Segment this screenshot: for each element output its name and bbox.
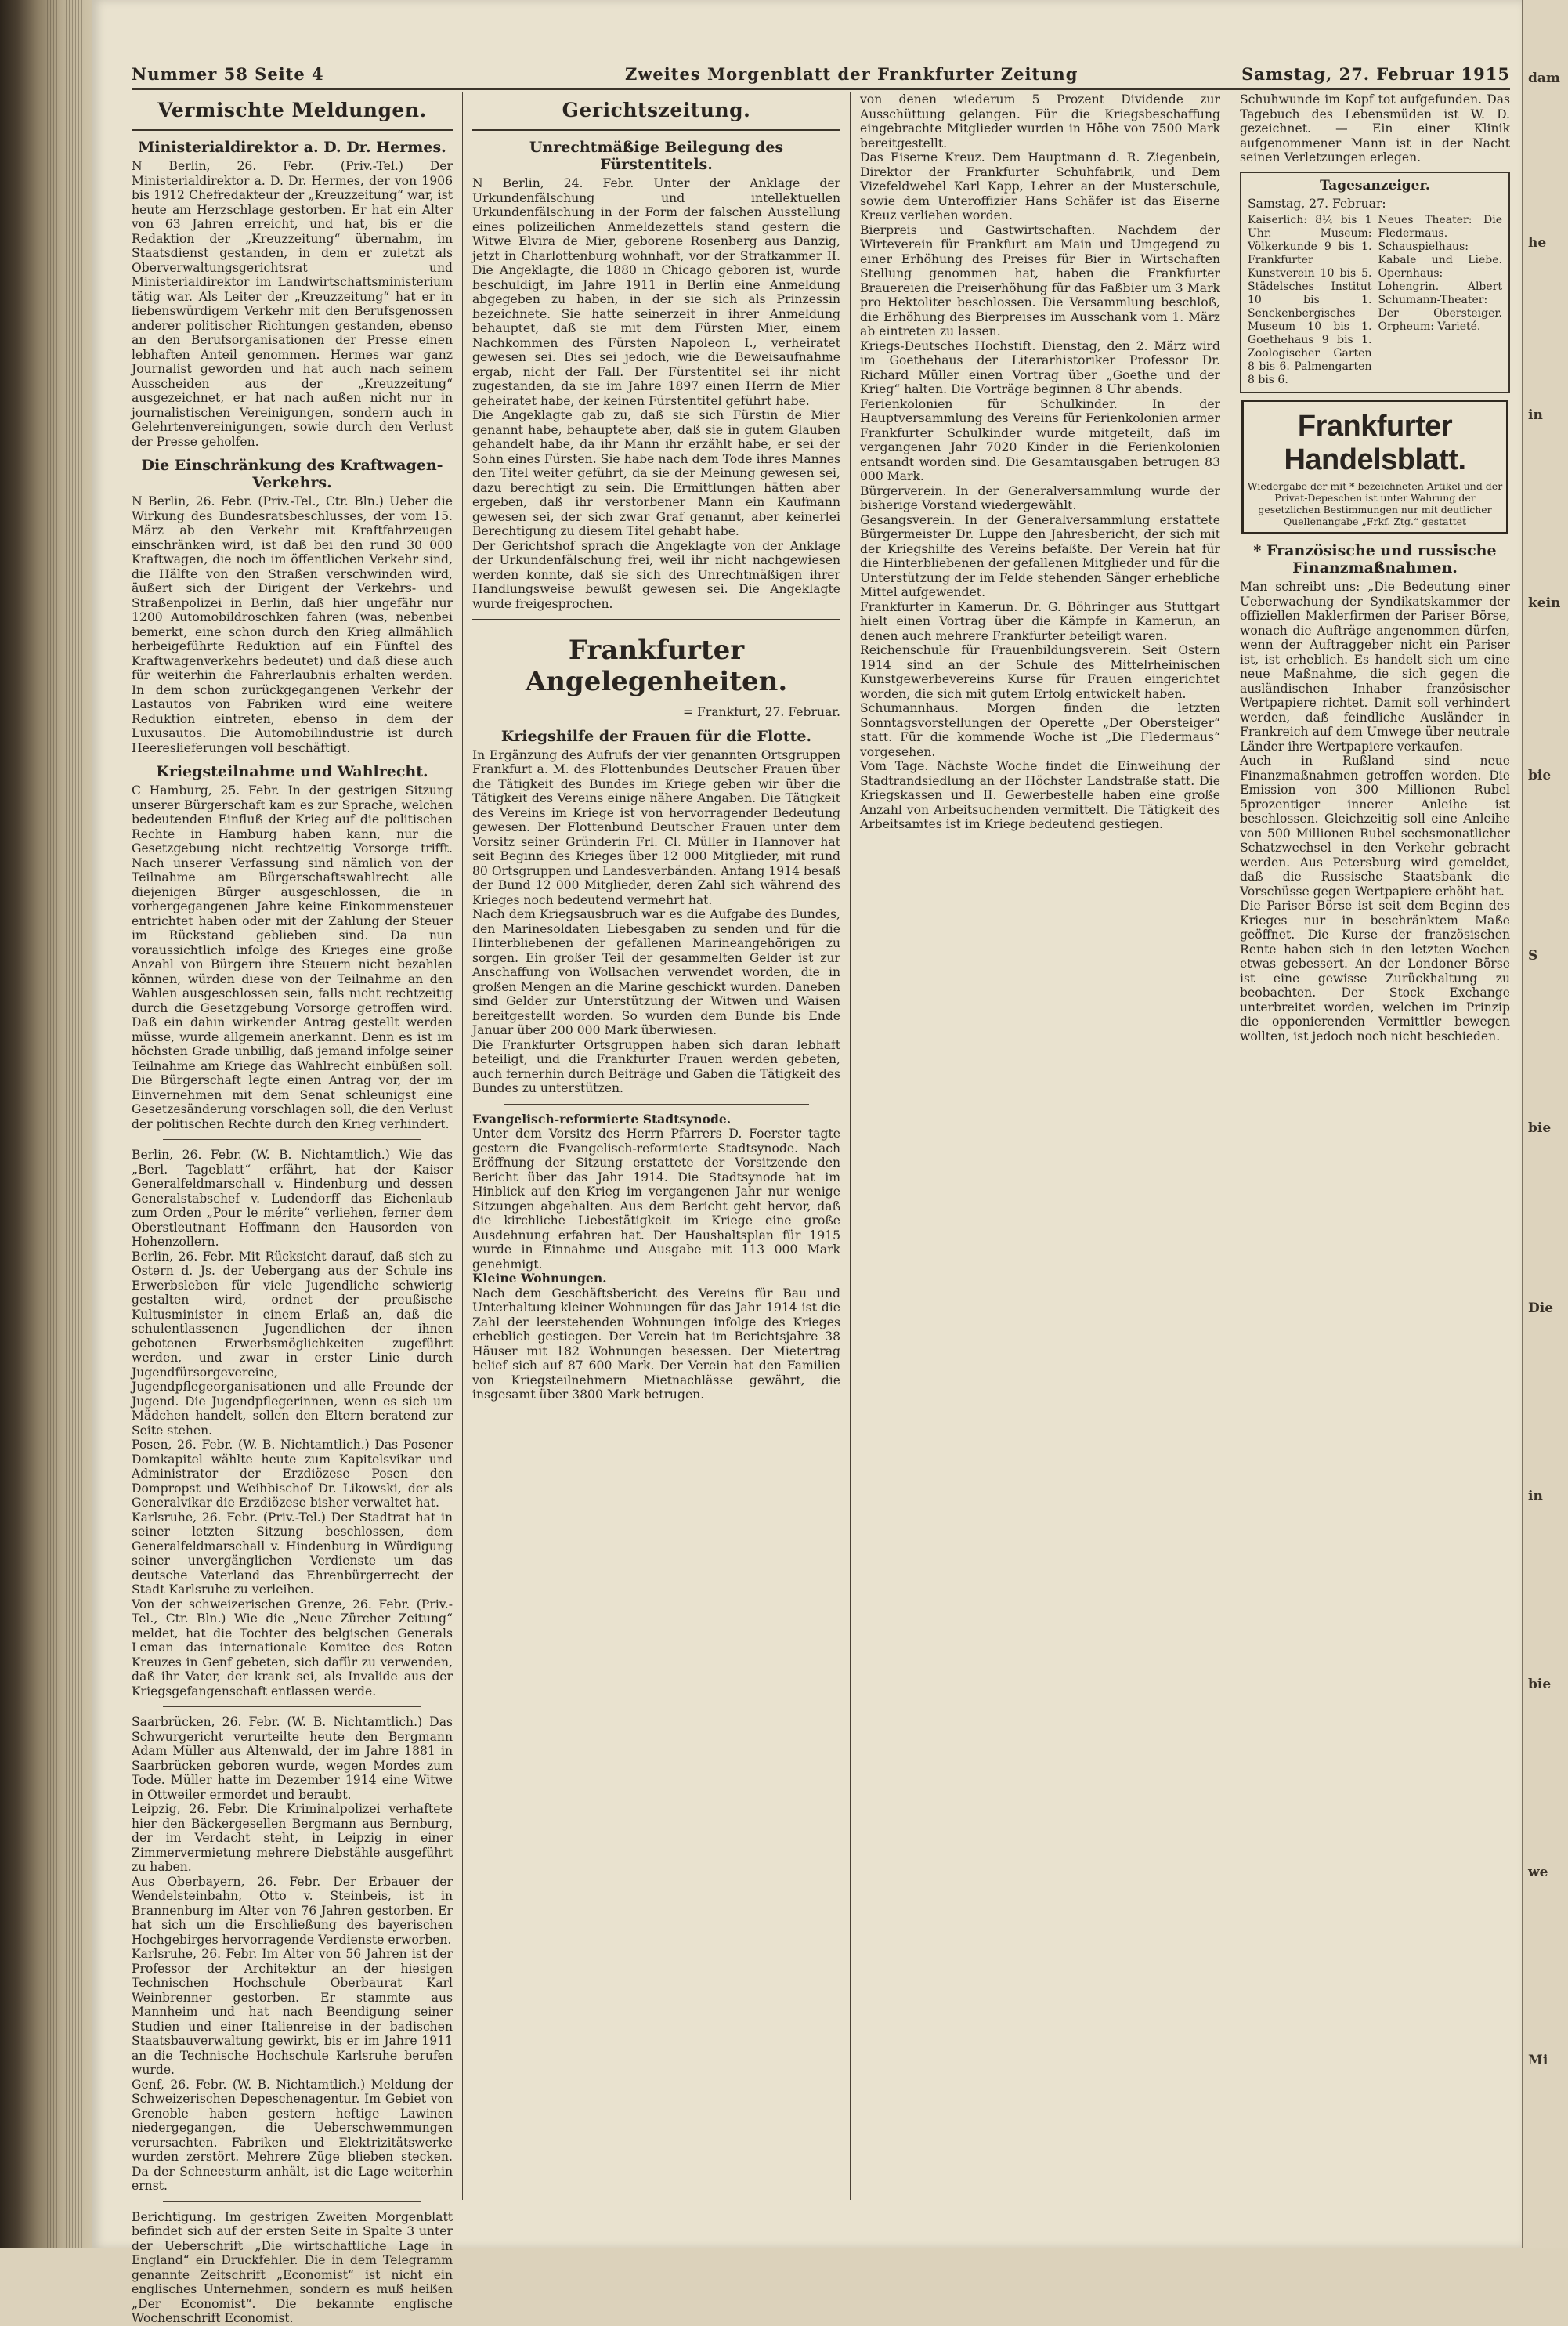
article-body: In Ergänzung des Aufrufs der vier genannten Ortsgruppen Frankfurt a. M. des Flottenbundes Deutscher Frauen über die Tätigkeit des Bundes im Kriege geben wir über die Tätigkeit des Vereins einige nähere Angaben. Die Tätigkeit des Vereins im Kriege ist von hervorragender Bedeutung gewesen. Der Flottenbund Deutscher Frauen unter dem Vorsitz seiner Gründerin Frl. Cl. Müller in Hannover hat seit Beginn des Krieges über 12 000 Mitglieder, mit rund 80 Ortsgruppen und Landesverbänden. Anfang 1914 besaß der Bund 12 000 Mitglieder, deren Zahl sich während des Krieges noch bedeutend vermehrt hat.	[472, 747, 840, 907]
news-item: Leipzig, 26. Febr. Die Kriminalpolizei verhaftete hier den Bäckergesellen Bergmann aus Bernburg, der im Verdacht steht, in Leipzig in einer Zimmervermietung mehrere Diebstähle ausgeführt zu haben.	[132, 1802, 453, 1874]
article-body: Nach dem Kriegsausbruch war es die Aufgabe des Bundes, den Marinesoldaten Liebesgaben zu senden und für die Hinterbliebenen der gefallenen Marineangehörigen zu sorgen. Ein großer Teil der gesammelten Gelder ist zur Anschaffung von Wollsachen verwendet worden, die in großen Mengen an die Marine geschickt wurden. Daneben sind Gelder zur Unterstützung der Witwen und Waisen bereitgestellt worden. So wurden dem Bunde bis Ende Januar über 200 000 Mark überwiesen.	[472, 907, 840, 1037]
divider	[163, 2201, 421, 2202]
article-body: Die Angeklagte gab zu, daß sie sich Fürstin de Mier genannt habe, behauptete aber, daß sie in gutem Glauben gehandelt habe, da ihr Mann ihr erzählt habe, er sei der Sohn eines Fürsten. Sie habe nach dem Tode ihres Mannes den Titel weiter geführt, da sie der Meinung gewesen sei, dazu berechtigt zu sein. Die Ermittlungen hätten aber ergeben, daß ihr verstorbener Mann ein Kaufmann gewesen sei, der sich zwar Graf genannt, aber keinerlei Berechtigung zu diesem Titel gehabt habe.	[472, 408, 840, 538]
adjacent-page-fragment: bie	[1528, 1677, 1552, 1692]
divider	[472, 619, 840, 620]
article-body: N Berlin, 26. Febr. (Priv.-Tel., Ctr. Bln.) Ueber die Wirkung des Bundesratsbeschlusses, der vom 15. März ab den Verkehr mit Kraftfahrzeugen einschränken wird, ist daß bei den rund 30 000 Kraftwagen, die noch im öffentlichen Verkehr sind, die Hälfte von den Straßen verschwinden wird, äußert sich der Dirigent der Verkehrs- und Straßenpolizei in Berlin, daß hier ungefähr nur 1200 Automobildroschken fahren (was, nebenbei bemerkt, eine schon durch den Krieg allmählich herbeigeführte Reduktion auf ein Fünftel des Kraftwagenverkehrs bedeutet) und daß diese auch für weiterhin die Fahrerlaubnis erhalten werden. In dem schon zurückgegangenen Verkehr der Lastautos von Fabriken wird eine weitere Reduktion eintreten, ebenso in dem der Luxusautos. Die Automobilindustrie ist durch Heereslieferungen voll beschäftigt.	[132, 494, 453, 755]
issue-date: Samstag, 27. Februar 1915	[1241, 64, 1510, 84]
article-body: Auch in Rußland sind neue Finanzmaßnahmen getroffen worden. Die Emission von 300 Millionen Rubel 5prozentiger innerer Anleihe ist beschlossen. Gleichzeitig soll eine Anleihe von 500 Millionen Rubel sechsmonatlicher Schatzwechsel in den Verkehr gebracht werden. Aus Petersburg wird gemeldet, daß die Russische Staatsbank die Vorschüsse gegen Wertpapiere erhöht hat.	[1240, 754, 1510, 899]
article-body	[472, 1112, 840, 1127]
newspaper-page	[92, 0, 1522, 2325]
commerce-section-title: Frankfurter Handelsblatt.	[1284, 410, 1466, 476]
news-item: Schumannhaus. Morgen finden die letzten Sonntagsvorstellungen der Operette „Der Obersteiger“ statt. Für die kommende Woche ist „Die Fledermaus“ vorgesehen.	[860, 701, 1220, 759]
news-item: Bürgerverein. In der Generalversammlung wurde der bisherige Vorstand wiedergewählt.	[860, 483, 1220, 512]
article-title: * Französische und russische Finanzmaßnahmen.	[1253, 542, 1497, 577]
article-body	[472, 1272, 840, 1286]
news-item: Genf, 26. Febr. (W. B. Nichtamtlich.) Meldung der Schweizerischen Depeschenagentur. Im Gebiet von Grenoble haben gestern heftige Lawinen niedergegangen, die Ueberschwemmungen verursachten. Fabriken und Elektrizitätswerke wurden zerstört. Mehrere Züge blieben stecken. Da der Schneesturm anhält, ist die Lage weiterhin ernst.	[132, 2077, 453, 2193]
section-headline: Gerichtszeitung.	[562, 99, 751, 121]
item-lead: Evangelisch-reformierte Stadtsynode.	[472, 1111, 732, 1127]
adjacent-page-fragment: he	[1528, 235, 1547, 251]
article-body: Die Pariser Börse ist seit dem Beginn des Krieges nur in beschränktem Maße geöffnet. Die Kurse der französischen Rente haben sich in den letzten Wochen etwas gebessert. An der Londoner Börse ist eine gewisse Zurückhaltung zu beobachten. Der Stock Exchange unterbreitet worden, welchen im Prinzip die opponierenden Vermittler bewegen wollten, ist jedoch noch nicht beschieden.	[1240, 899, 1510, 1044]
article-body: C Hamburg, 25. Febr. In der gestrigen Sitzung unserer Bürgerschaft kam es zur Sprache, welchen bedeutenden Einfluß der Krieg auf die politischen Rechte in Hamburg haben kann, nur die Gesetzgebung nicht rechtzeitig Vorsorge trifft. Nach unserer Verfassung sind nämlich von der Teilnahme am Bürgerschaftswahlrecht alle diejenigen Bürger ausgeschlossen, die in vorhergegangenen Jahre keine Einkommensteuer entrichtet haben oder mit der Zahlung der Steuer im Rückstand geblieben sind. Da nun voraussichtlich infolge des Krieges eine große Anzahl von Bürgern ihre Steuern nicht bezahlen können, würden diese von der Teilnahme an den Wahlen ausgeschlossen sein, falls nicht rechtzeitig durch die Gesetzgebung Vorsorge getroffen wird. Daß ein dahin wirkender Antrag gestellt werden müsse, wurde allgemein anerkannt. Denn es ist im höchsten Grade unbillig, daß jemand infolge seiner Teilnahme am Kriege das Wahlrecht einbüßen soll. Die Bürgerschaft legte einen Antrag vor, der im Einvernehmen mit dem Senat schleunigst eine Gesetzesänderung vorschlagen soll, die den Verlust der politischen Rechte durch den Krieg verhindert.	[132, 783, 453, 1131]
box-theaters: Neues Theater: Die Fledermaus. Schauspielhaus: Kabale und Liebe. Opernhaus: Lohengrin. Albert Schumann-Theater: Der Obersteiger. Orpheum: Varieté.	[1378, 214, 1502, 333]
divider	[132, 129, 453, 131]
adjacent-page-fragment: bie	[1528, 768, 1552, 783]
news-item: Vom Tage. Nächste Woche findet die Einweihung der Stadtrandsiedlung an der Höchster Landstraße statt. Die Kriegskassen und II. Gewerbestelle haben eine große Anzahl von Arbeitsuchenden vermittelt. Die Tätigkeit des Arbeitsamtes ist im Kriege bedeutend gestiegen.	[860, 759, 1220, 831]
box-museums: Kaiserlich: 8¼ bis 1 Uhr. Museum: Völkerkunde 9 bis 1. Frankfurter Kunstverein 10 bis 5. Städelsches Institut 10 bis 1. Senckenbergisches Museum 10 bis 1. Goethehaus 9 bis 1. Zoologischer Garten 8 bis 6. Palmengarten 8 bis 6.	[1248, 214, 1372, 386]
column-rule	[850, 92, 851, 2200]
news-item: Berlin, 26. Febr. (W. B. Nichtamtlich.) Wie das „Berl. Tageblatt“ erfährt, hat der Kaiser Generalfeldmarschall v. Hindenburg und dessen Generalstabschef v. Ludendorff das Eichenlaub zum Orden „Pour le mérite“ verliehen, ferner dem Oberstleutnant Hoffmann den Hausorden von Hohenzollern.	[132, 1148, 453, 1249]
box-date: Samstag, 27. Februar:	[1248, 196, 1386, 211]
news-item: Bierpreis und Gastwirtschaften. Nachdem der Wirteverein für Frankfurt am Main und Umgegend zu einer Erhöhung des Preises für Bier in Wirtschaften Stellung genommen hat, haben die Frankfurter Brauereien die Preiserhöhung für das Faßbier um 3 Mark pro Hektoliter beschlossen. Die Versammlung beschloß, die Erhöhung des Bierpreises im Ausschank vom 1. März ab eintreten zu lassen.	[860, 222, 1220, 338]
news-item: Schuhwunde im Kopf tot aufgefunden. Das Tagebuch des Lebensmüden ist W. D. gezeichnet. — Ein einer Klinik aufgenommener Mann ist in der Nacht seinen Verletzungen erlegen.	[1240, 92, 1510, 165]
column-miscellaneous	[132, 92, 453, 2325]
article-body: Die Frankfurter Ortsgruppen haben sich daran lebhaft beteiligt, und die Frankfurter Frauen werden gebeten, auch fernerhin durch Beiträge und Gaben die Tätigkeit des Bundes zu unterstützen.	[472, 1037, 840, 1095]
adjacent-page-edge	[1522, 0, 1568, 2248]
adjacent-page-fragment: we	[1528, 1865, 1548, 1880]
page-number: Nummer 58 Seite 4	[132, 64, 324, 84]
adjacent-page-fragment: S	[1528, 948, 1538, 964]
adjacent-page-fragment: Mi	[1528, 2053, 1548, 2068]
article-body: Nach dem Geschäftsbericht des Vereins für Bau und Unterhaltung kleiner Wohnungen für das Jahr 1914 ist die Zahl der leerstehenden Wohnungen infolge des Krieges erheblich gestiegen. Der Verein hat im Berichtsjahre 38 Häuser mit 182 Wohnungen besessen. Der Mietertrag belief sich auf 87 600 Mark. Der Verein hat den Familien von Kriegsteilnehmern Mietnachlässe gewährt, die insgesamt über 3800 Mark betrugen.	[472, 1286, 840, 1402]
page-header	[132, 61, 1510, 90]
divider	[504, 1104, 809, 1105]
article-title: Kriegsteilnahme und Wahlrecht.	[156, 763, 428, 780]
reprint-notice: Wiedergabe der mit * bezeichneten Artikel und der Privat-Depeschen ist unter Wahrung der gesetzlichen Bestimmungen nur mit deutlicher Quellenangabe „Frkf. Ztg.“ gestattet	[1247, 480, 1503, 527]
news-item: Frankfurter in Kamerun. Dr. G. Böhringer aus Stuttgart hielt einen Vortrag über die Kämpfe in Kamerun, an denen auch mehrere Frankfurter beteiligt waren.	[860, 599, 1220, 643]
box-title: Tagesanzeiger.	[1320, 177, 1430, 194]
newspaper-edition-title: Zweites Morgenblatt der Frankfurter Zeitung	[625, 64, 1078, 84]
article-title: Ministerialdirektor a. D. Dr. Hermes.	[138, 139, 446, 156]
section-headline-local: Frankfurter Angelegenheiten.	[525, 635, 788, 697]
divider	[163, 1139, 421, 1140]
news-item: von denen wiederum 5 Prozent Dividende zur Ausschüttung gelangen. Für die Kriegsbeschaffung eingebrachte Mitglieder wurden in Höhe von 7500 Mark bereitgestellt.	[860, 92, 1220, 150]
news-item: Aus Oberbayern, 26. Febr. Der Erbauer der Wendelsteinbahn, Otto v. Steinbeis, ist in Brannenburg im Alter von 76 Jahren gestorben. Er hat sich um die Erschließung des bayerischen Hochgebirges hervorragende Verdienste erworben.	[132, 1874, 453, 1947]
adjacent-page-fragment: Die	[1528, 1300, 1554, 1316]
article-body: N Berlin, 26. Febr. (Priv.-Tel.) Der Ministerialdirektor a. D. Dr. Hermes, der von 1906 bis 1912 Chefredakteur der „Kreuzzeitung“ war, ist heute am Herzschlage gestorben. Er hat ein Alter von 63 Jahren erreicht, und hat, bis er die Redaktion der „Kreuzzeitung“ übernahm, im Staatsdienst gestanden, in dem er zuletzt als Oberverwaltungsgerichtsrat und Ministerialdirektor im Landwirtschaftsministerium tätig war. Als Leiter der „Kreuzzeitung“ hat er in liebenswürdigem Verkehr mit den Berufsgenossen anderer politischer Richtungen gestanden, ebenso an den Berufsorganisationen der Presse einen lebhaften Anteil genommen. Hermes war ganz Journalist geworden und hat auch nach seinem Ausscheiden aus der „Kreuzzeitung“ ausgezeichnet, er hat nach außen nicht nur in journalistischen Vereinigungen, sondern auch in Gelehrtenvereinigungen, sowie durch den Verlust der Presse geholfen.	[132, 159, 453, 449]
news-item: Reichenschule für Frauenbildungsverein. Seit Ostern 1914 sind an der Schule des Mittelrheinischen Kunstgewerbevereins Kurse für Frauen eingerichtet worden, die sich mit gutem Erfolg entwickelt haben.	[860, 643, 1220, 701]
news-item: Das Eiserne Kreuz. Dem Hauptmann d. R. Ziegenbein, Direktor der Frankfurter Schuhfabrik, und Dem Vizefeldwebel Karl Kapp, Lehrer an der Musterschule, sowie dem Unteroffizier Hans Schäfer ist das Eiserne Kreuz verliehen worden.	[860, 150, 1220, 222]
news-item: Saarbrücken, 26. Febr. (W. B. Nichtamtlich.) Das Schwurgericht verurteilte heute den Bergmann Adam Müller aus Altenwald, der im Jahre 1881 in Saarbrücken geboren wurde, wegen Mordes zum Tode. Müller hatte im Dezember 1914 eine Witwe in Ottweiler ermordet und beraubt.	[132, 1715, 453, 1802]
box-columns	[1248, 214, 1502, 387]
news-item: Kriegs-Deutsches Hochstift. Dienstag, den 2. März wird im Goethehaus der Literarhistoriker Professor Dr. Richard Müller einen Vortrag über „Goethe und der Krieg“ halten. Die Vorträge beginnen 8 Uhr abends.	[860, 338, 1220, 396]
article-title: Die Einschränkung des Kraftwagen-Verkehrs.	[141, 457, 443, 491]
correction-notice: Berichtigung. Im gestrigen Zweiten Morgenblatt befindet sich auf der ersten Seite in Spalte 3 unter der Ueberschrift „Die wirtschaftliche Lage in England“ ein Druckfehler. Die in dem Telegramm genannte Zeitschrift „Economist“ ist nicht ein englisches Unternehmen, sondern es muß heißen „Der Economist“. Die bekannte englische Wochenschrift Economist.	[132, 2209, 453, 2325]
adjacent-page-fragment: in	[1528, 407, 1543, 423]
news-item: Posen, 26. Febr. (W. B. Nichtamtlich.) Das Posener Domkapitel wählte heute zum Kapitelsvikar und Administrator der Erzdiözese Posen den Dompropst und Weihbischof Dr. Likowski, der als Generalvikar die Erzdiözese bisher verwaltet hat.	[132, 1438, 453, 1510]
adjacent-page-fragment: dam	[1528, 71, 1560, 86]
column-local-news	[860, 92, 1220, 2208]
section-headline: Vermischte Meldungen.	[157, 99, 427, 121]
adjacent-page-fragment: kein	[1528, 595, 1561, 611]
item-lead: Kleine Wohnungen.	[472, 1271, 607, 1286]
adjacent-page-fragment: in	[1528, 1489, 1543, 1504]
column-rule	[462, 92, 463, 2200]
article-body: Unter dem Vorsitz des Herrn Pfarrers D. Foerster tagte gestern die Evangelisch-reformierte Stadtsynode. Nach Eröffnung der Sitzung erstattete der Vorsitzende den Bericht über das Jahr 1914. Die Stadtsynode hat im Hinblick auf den Krieg im vergangenen Jahr nur wenige Sitzungen abgehalten. Aus dem Bericht geht hervor, daß die kirchliche Liebestätigkeit im Kriege eine große Ausdehnung erfahren hat. Der Haushaltsplan für 1915 wurde in Einnahme und Ausgabe mit 113 000 Mark genehmigt.	[472, 1127, 840, 1272]
news-item: Ferienkolonien für Schulkinder. In der Hauptversammlung des Vereins für Ferienkolonien armer Frankfurter Schulkinder wurde mitgeteilt, daß im vergangenen Jahr 7020 Kinder in die Ferienkolonien entsandt worden sind. Die Gesamtausgaben betrugen 83 000 Mark.	[860, 396, 1220, 483]
news-item: Karlsruhe, 26. Febr. (Priv.-Tel.) Der Stadtrat hat in seiner letzten Sitzung beschlossen, dem Generalfeldmarschall v. Hindenburg in Würdigung seiner unvergänglichen Verdienste um das deutsche Vaterland das Ehrenbürgerrecht der Stadt Karlsruhe zu verleihen.	[132, 1510, 453, 1597]
article-title: Unrechtmäßige Beilegung des Fürstentitels.	[529, 139, 784, 173]
news-item: Karlsruhe, 26. Febr. Im Alter von 56 Jahren ist der Professor der Architektur an der hiesigen Technischen Hochschule Oberbaurat Karl Weinbrenner gestorben. Er stammte aus Mannheim und hat nach Beendigung seiner Studien und einer Italienreise in der badischen Staatsbauverwaltung gewirkt, bis er im Jahre 1911 an die Technische Hochschule Karlsruhe berufen wurde.	[132, 1947, 453, 2077]
book-binding-left	[0, 0, 92, 2248]
news-item: Berlin, 26. Febr. Mit Rücksicht darauf, daß sich zu Ostern d. Js. der Uebergang aus der Schule ins Erwerbsleben für viele Jugendliche schwierig gestalten wird, ordnet der preußische Kultusminister in einem Erlaß an, daß die schulentlassenen Jugendlichen der ihnen gebotenen Erwerbsmöglichkeiten zugeführt werden, und zwar in erster Linie durch Jugendfürsorgevereine, Jugendpflegeorganisationen und alle Freunde der Jugend. Die Jugendpflegerinnen, wenn es sich um Mädchen handelt, sollen den Eltern beratend zur Seite stehen.	[132, 1249, 453, 1438]
adjacent-page-fragment: bie	[1528, 1120, 1552, 1136]
article-body: Der Gerichtshof sprach die Angeklagte von der Anklage der Urkundenfälschung frei, weil ihr nicht nachgewiesen werden konnte, daß sie sich des Unrechtmäßigen ihrer Handlungsweise bewußt gewesen sei. Die Angeklagte wurde freigesprochen.	[472, 538, 840, 611]
article-body: N Berlin, 24. Febr. Unter der Anklage der Urkundenfälschung und intellektuellen Urkundenfälschung in der Form der falschen Ausstellung eines polizeilichen Anmeldezettels stand gestern die Witwe Elvira de Mier, geborene Rosenberg aus Danzig, jetzt in Charlottenburg wohnhaft, vor der Strafkammer II. Die Angeklagte, die 1880 in Chicago geboren ist, wurde beschuldigt, im Jahre 1911 in Berlin eine Anmeldung abgegeben zu haben, in der sie sich als Prinzessin bezeichnete. Sie hatte seinerzeit in ihrer Anmeldung behauptet, daß sie mit dem Fürsten Mier, einem Nachkommen des Fürsten Napoleon I., verheiratet gewesen sei. Dies sei jedoch, wie die Beweisaufnahme ergab, nicht der Fall. Der Fürstentitel sei ihr nicht zugestanden, da sie im Jahre 1897 einen Herrn de Mier geheiratet habe, der keinen Fürstentitel geführt habe.	[472, 176, 840, 408]
binding-page-edges	[47, 0, 86, 2248]
daily-listings-box	[1240, 172, 1510, 394]
dateline: = Frankfurt, 27. Februar.	[683, 705, 840, 719]
news-item: Von der schweizerischen Grenze, 26. Febr. (Priv.-Tel., Ctr. Bln.) Wie die „Neue Zürcher Zeitung“ meldet, hat die Tochter des belgischen Generals Leman das internationale Komitee des Roten Kreuzes in Genf gebeten, sich dafür zu verwenden, daß ihr Vater, der krank sei, als Invalide aus der Kriegsgefangenschaft entlassen werde.	[132, 1597, 453, 1698]
commerce-section-banner	[1241, 400, 1508, 534]
article-title: Kriegshilfe der Frauen für die Flotte.	[500, 727, 812, 745]
news-item: Gesangsverein. In der Generalversammlung erstattete Bürgermeister Dr. Luppe den Jahresbericht, der sich mit der Kriegshilfe des Vereins befaßte. Der Verein hat für die Hinterbliebenen der gefallenen Mitglieder und für die Unterstützung der im Felde stehenden Sänger erhebliche Mittel aufgewendet.	[860, 512, 1220, 599]
column-court-and-local	[472, 92, 840, 2208]
divider	[472, 129, 840, 131]
column-commerce	[1240, 92, 1510, 2208]
article-body: Man schreibt uns: „Die Bedeutung einer Ueberwachung der Syndikatskammer der offiziellen Maklerfirmen der Pariser Börse, wonach die Aufträge angenommen dürfen, wenn der Auftraggeber nicht ein Pariser ist, ist erheblich. Es handelt sich um eine neue Maßnahme, die sich gegen die ausländischen Inhaber französischer Wertpapiere richtet. Damit soll verhindert werden, daß feindliche Ausländer in Frankreich auf dem Umwege über neutrale Länder ihre Wertpapiere verkaufen.	[1240, 580, 1510, 754]
divider	[163, 1706, 421, 1707]
